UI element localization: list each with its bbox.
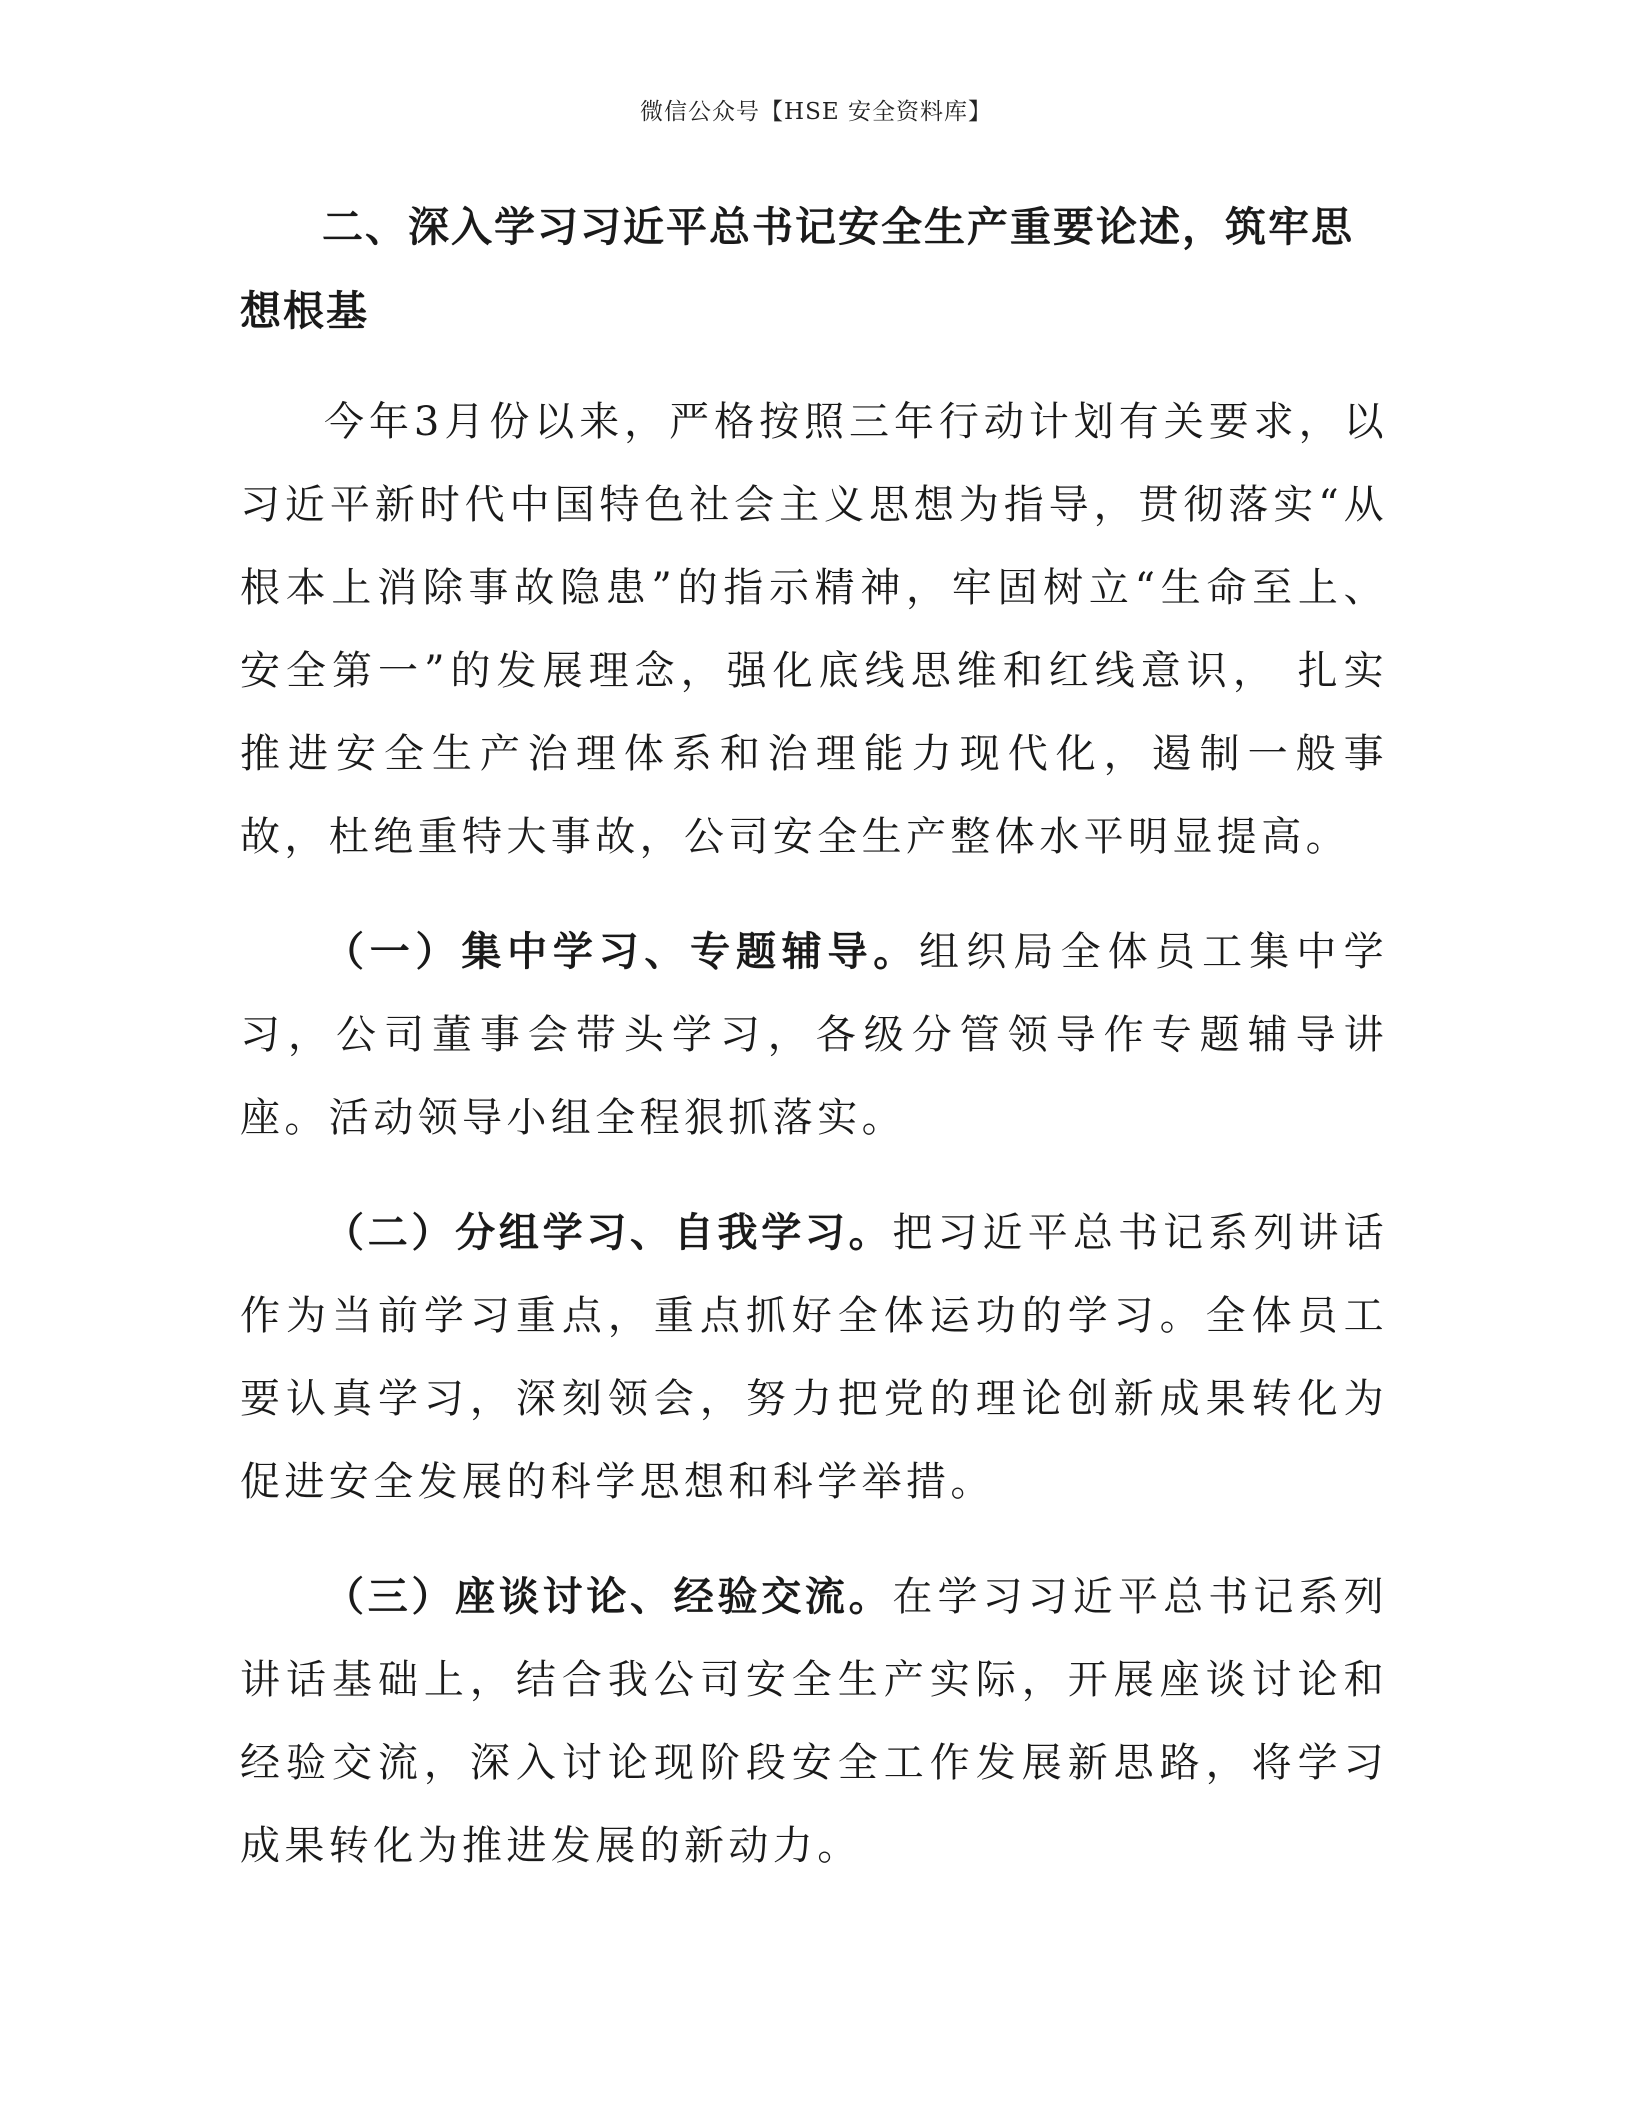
document-body [240,185,1388,1888]
item-lead-1: （一）集中学习、专题辅导。 [324,929,920,975]
item-body-3: 在学习习近平总书记系列讲话基础上，结合我公司安全生产实际，开展座谈讨论和经验交流，深入讨论现阶段安全工作发展新思路，将学习成果转化为推进发展的新动力。 [240,1574,1389,1869]
item-lead-2: （二）分组学习、自我学习。 [324,1210,893,1256]
page-header: 微信公众号【HSE 安全资料库】 [640,99,992,125]
item-body-2: 把习近平总书记系列讲话作为当前学习重点，重点抓好全体运功的学习。全体员工要认真学习，深刻领会，努力把党的理论创新成果转化为促进安全发展的科学思想和科学举措。 [240,1210,1389,1505]
item-body-1: 组织局全体员工集中学习，公司董事会带头学习，各级分管领导作专题辅导讲座。活动领导小组全程狠抓落实。 [240,929,1389,1141]
item-paragraph-3 [240,1556,1388,1888]
intro-paragraph: 今年3月份以来，严格按照三年行动计划有关要求，以习近平新时代中国特色社会主义思想为指导，贯彻落实“从根本上消除事故隐患”的指示精神，牢固树立“生命至上、安全第一”的发展理念，强化底线思维和红线意识， 扎实推进安全生产治理体系和治理能力现代化，遏制一般事故，杜绝重特大事故，公司安全生产整体水平明显提高。 [240,399,1388,860]
section-heading: 二、深入学习习近平总书记安全生产重要论述，筑牢思想根基 [240,203,1354,335]
item-paragraph-2 [240,1192,1388,1524]
item-paragraph-1 [240,911,1388,1160]
item-lead-3: （三）座谈讨论、经验交流。 [324,1574,893,1620]
